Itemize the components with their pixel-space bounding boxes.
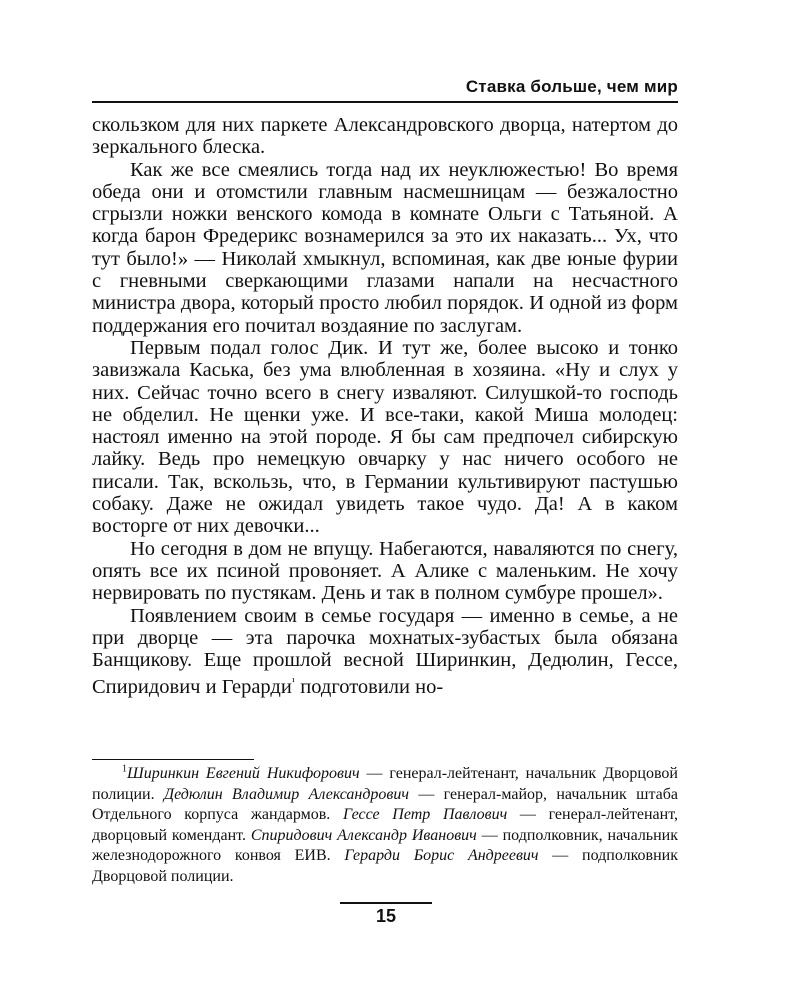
page-number-divider xyxy=(340,902,432,904)
footnote-person-name: Ширинкин Евгений Никифорович xyxy=(127,765,360,782)
book-page xyxy=(92,0,678,1000)
page-number: 15 xyxy=(375,906,397,926)
footnote-person-desc: — генерал-майор, начальник штаба Отдельного корпуса жандармов. xyxy=(92,785,678,823)
paragraph: Первым подал голос Дик. И тут же, более высоко и тонко завизжала Каська, без ума влюбленная в хозяина. «Ну и слух у них. Сейчас точно всего в снегу изваляют. Силушкой-то господь не обделил. Не щенки уже. И все-таки, какой Миша молодец: настоял именно на этой породе. Я бы сам предпочел сибирскую лайку. Ведь про немецкую овчарку у нас ничего особого не писали. Так, вскользь, что, в Германии культивируют пастушью собаку. Даже не ожидал увидеть такое чудо. Да! А в каком восторге от них девочки... xyxy=(92,336,678,538)
footnote-person-name: Гессе Петр Павлович xyxy=(342,806,508,823)
footnote-person-desc: — генерал-лейтенант, дворцовый комендант. xyxy=(92,806,679,844)
paragraph: Как же все смеялись тогда над их неуклюжестью! Во время обеда они и отомстили главным насмешницам — безжалостно сгрызли ножки венского комода в комнате Ольги с Татьяной. А когда барон Фредерикс вознамерился за это их наказать... Ух, что тут было!» — Николай хмыкнул, вспоминая, как две юные фурии с гневными сверкающими глазами напали на несчастного министра двора, который просто любил порядок. И одной из форм поддержания его почитал воздаяние по заслугам. xyxy=(92,158,678,337)
footnote-person-desc: — подполковник Дворцовой полиции. xyxy=(92,847,679,885)
footnote-person-name: Дедюлин Владимир Александрович xyxy=(163,785,410,803)
body-text xyxy=(92,114,678,699)
footnote-person-name: Герарди Борис Андреевич xyxy=(344,847,539,864)
paragraph: Но сегодня в дом не впущу. Набегаются, наваляются по снегу, опять все их псиной провоняет. А Алике с маленьким. Не хочу нервировать по пустякам. День и так в полном сумбуре прошел». xyxy=(92,537,678,605)
paragraph-text-end: подготовили но- xyxy=(295,676,444,699)
footnote-divider xyxy=(92,759,254,760)
header-divider xyxy=(92,101,678,103)
footnote-person-desc: — подполковник, начальник железнодорожного конвоя ЕИВ. xyxy=(92,826,679,864)
paragraph-text: Появлением своим в семье государя — именно в семье, а не при дворце — эта парочка мохнатых-зубастых была обязана Банщикову. Еще прошлой весной Ширинкин, Дедюлин, Гессе, Спиридович и Герарди xyxy=(92,604,678,699)
running-title: Ставка больше, чем мир xyxy=(465,77,678,96)
paragraph xyxy=(92,605,678,699)
footnote-person-name: Спиридович Александр Иванович xyxy=(250,826,477,844)
footnote-marker: 1 xyxy=(122,763,127,775)
paragraph: скользком для них паркете Александровского дворца, натертом до зеркального блеска. xyxy=(92,114,678,159)
footnote-person-desc: — генерал-лейтенант, начальник Дворцовой полиции. xyxy=(92,765,678,803)
footnote-reference: ¹ xyxy=(291,676,296,689)
footnote xyxy=(92,764,678,887)
